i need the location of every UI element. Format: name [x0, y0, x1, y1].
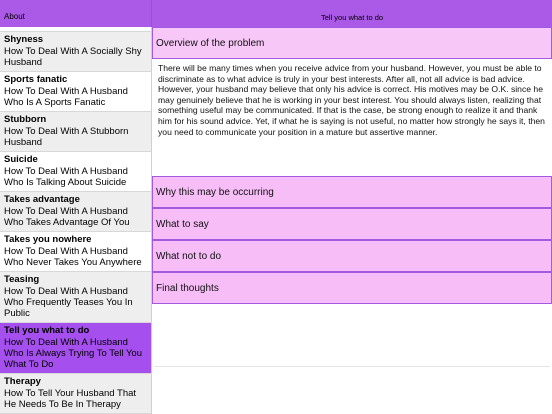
sidebar-item-title: Therapy [4, 376, 41, 387]
section-header-what-to-say[interactable]: What to say [152, 208, 552, 240]
sidebar-item-title: Takes advantage [4, 194, 80, 205]
section-header-overview[interactable]: Overview of the problem [152, 27, 552, 59]
sidebar-item-sports-fanatic[interactable] [0, 72, 151, 112]
sidebar-item-title: Takes you nowhere [4, 234, 92, 245]
sidebar-item-subtitle: How To Tell Your Husband That He Needs To Be In Therapy [4, 388, 137, 410]
sidebar-item-title: Sports fanatic [4, 74, 68, 85]
sidebar-item-teasing[interactable] [0, 272, 151, 323]
section-header-why[interactable]: Why this may be occurring [152, 176, 552, 208]
sidebar-item-takes-you-nowhere[interactable] [0, 232, 151, 272]
sidebar-item-shyness[interactable] [0, 32, 151, 72]
sidebar-item-title: Suicide [4, 154, 38, 165]
sidebar-item-subtitle: How To Deal With A Husband Who Takes Advantage Of You [4, 206, 130, 228]
sidebar-item-stubborn[interactable] [0, 112, 151, 152]
sidebar-item-subtitle: How To Deal With A Socially Shy Husband [4, 46, 142, 68]
sidebar-item-title: Stubborn [4, 114, 47, 125]
navigation-bar [0, 0, 552, 27]
sidebar-item-subtitle: How To Deal With A Husband Who Is Always Trying To Tell You What To Do [4, 337, 143, 370]
sidebar-item-tell-you-what-to-do[interactable] [0, 323, 151, 374]
section-header-what-not-to-do[interactable]: What not to do [152, 240, 552, 272]
sidebar-item-subtitle: How To Deal With A Husband Who Frequently Teases You In Public [4, 286, 133, 319]
sidebar-item-suicide[interactable] [0, 152, 151, 192]
sidebar-item-therapy[interactable] [0, 374, 151, 414]
sidebar-item-title: Tell you what to do [4, 325, 90, 336]
sidebar-item-subtitle: How To Deal With A Husband Who Never Takes You Anywhere [4, 246, 142, 268]
divider [154, 366, 550, 367]
sidebar-item-subtitle: How To Deal With A Stubborn Husband [4, 126, 129, 148]
sidebar-item-subtitle [4, 27, 147, 28]
sidebar-list[interactable] [0, 27, 152, 414]
sidebar-item-subtitle: How To Deal With A Husband Who Is A Sports Fanatic [4, 86, 128, 108]
sidebar-item-title: Shyness [4, 34, 44, 45]
sidebar-item-title: Teasing [4, 274, 40, 285]
sidebar-nav-bar [0, 0, 152, 27]
section-body-overview: There will be many times when you receive advice from your husband. However, you must be able to discriminate as to what advice is truly in your best interests. After all, not all advice is bad advice. However, your husband may believe that only his advice is correct. His motives may be O.K. since he may genuinely believe that he is working in your best interest. You should always listen, realizing that something useful may be communicated. If that is the case, be strong enough to realize it and thank him for his sound advice. Yet, if what he is saying is not useful, no matter how strongly he says it, then you need to communicate your position in a mature but assertive manner. [158, 63, 545, 137]
sidebar-item-takes-advantage[interactable] [0, 192, 151, 232]
page-title: Tell you what to do [320, 13, 384, 22]
about-button[interactable]: About [4, 12, 25, 21]
detail-content [152, 27, 552, 414]
section-header-final-thoughts[interactable]: Final thoughts [152, 272, 552, 304]
detail-nav-bar [152, 0, 552, 27]
sidebar-item-subtitle: How To Deal With A Husband Who Is Talking About Suicide [4, 166, 128, 188]
